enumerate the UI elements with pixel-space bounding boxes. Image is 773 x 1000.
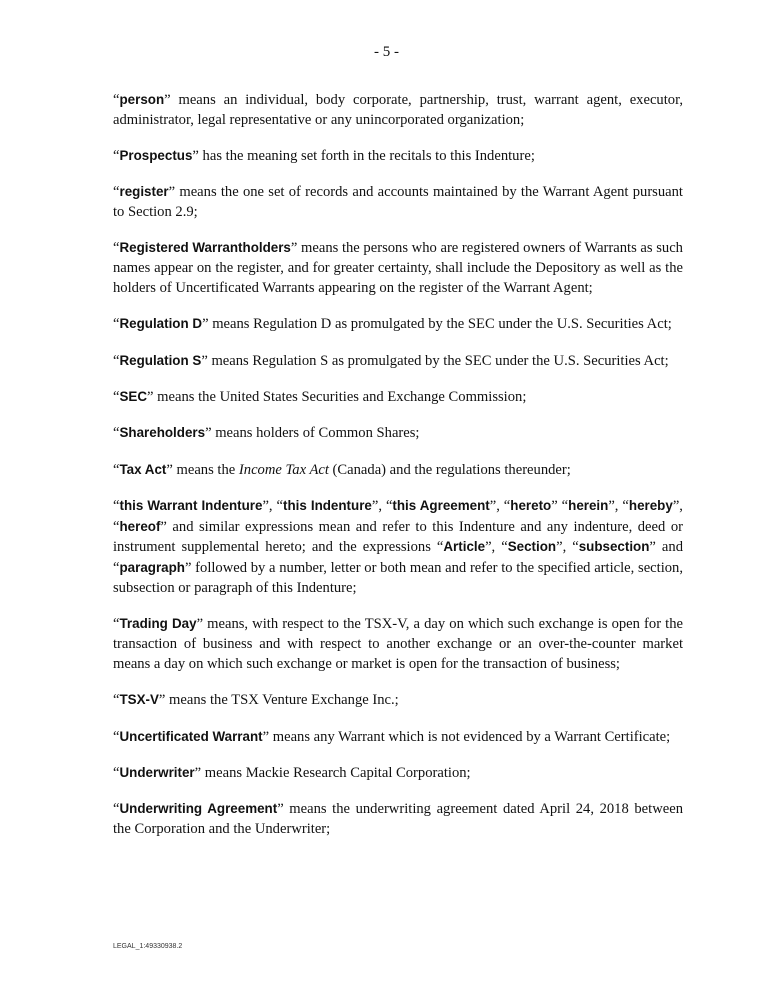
definition-text: ”, “ — [485, 539, 508, 556]
document-footer-code: LEGAL_1:49330938.2 — [113, 943, 183, 950]
definition-text: ” means the United States Securities and Exchange Commission; — [147, 388, 527, 405]
definition-paragraph — [113, 614, 683, 674]
defined-term: person — [119, 92, 165, 107]
definition-text: “ — [113, 388, 120, 405]
defined-term: hereby — [628, 497, 673, 513]
definition-paragraph — [113, 690, 683, 711]
definition-text: ” means any Warrant which is not evidenced by a Warrant Certificate; — [262, 728, 671, 745]
definition-text: ” and “ — [113, 539, 683, 577]
definition-text: ” means holders of Common Shares; — [205, 425, 420, 442]
page-number: - 5 - — [374, 44, 399, 60]
definition-paragraph — [113, 727, 683, 748]
definition-text: ”, “ — [489, 497, 511, 514]
definition-text: “ — [113, 352, 120, 369]
definition-text: ” and similar expressions mean and refer to this Indenture and any indenture, deed or instrument supplemental hereto; and the expressions “ — [113, 518, 683, 556]
definition-text: “ — [113, 616, 120, 633]
definition-paragraph — [113, 799, 683, 840]
definition-text: ” means Regulation S as promulgated by the SEC under the U.S. Securities Act; — [201, 352, 669, 369]
definition-text: ” followed by a number, letter or both mean and refer to the specified article, section, subsection or paragraph of this Indenture; — [113, 560, 683, 597]
defined-term: Regulation D — [119, 316, 203, 332]
definition-paragraph — [113, 182, 683, 223]
defined-term: hereto — [510, 497, 552, 513]
defined-term: register — [119, 184, 169, 200]
definition-paragraph — [113, 423, 683, 444]
defined-term: herein — [568, 497, 609, 513]
definition-text: “ — [113, 184, 120, 201]
definition-paragraph — [113, 351, 683, 372]
definition-paragraph — [113, 90, 683, 131]
definition-text: “ — [113, 240, 120, 257]
definition-text: “ — [113, 425, 120, 442]
definition-text: “ — [113, 728, 120, 745]
definition-text: ” has the meaning set forth in the recitals to this Indenture; — [192, 148, 535, 165]
definition-paragraph — [113, 387, 683, 408]
defined-term: this Warrant Indenture — [119, 497, 263, 513]
definition-text: “ — [113, 92, 120, 108]
definition-text: ”, “ — [608, 497, 629, 514]
definition-paragraph — [113, 146, 683, 167]
definition-text: ” means the underwriting agreement dated April 24, 2018 between the Corporation and the Underwriter; — [113, 801, 683, 837]
defined-term: Underwriting Agreement — [119, 801, 278, 817]
defined-term: Prospectus — [119, 148, 193, 164]
defined-term: Regulation S — [119, 352, 202, 368]
definition-text: “ — [113, 764, 120, 781]
definition-text: ” means, with respect to the TSX-V, a day on which such exchange is open for the transaction of business and with respect to another exchange or an over-the-counter market means a day on which such exchange or market is open for the transaction of business; — [113, 616, 683, 672]
definition-text: ” means Mackie Research Capital Corporation; — [194, 764, 471, 781]
definition-text: “ — [113, 148, 120, 165]
defined-term: TSX-V — [119, 692, 159, 708]
defined-term: hereof — [119, 518, 161, 534]
definition-text: ” means the persons who are registered owners of Warrants as such names appear on the register, and for greater certainty, shall include the Depository as well as the holders of Uncertificated Warrants appearing on the register of the Warrant Agent; — [113, 240, 683, 297]
definitions-list — [113, 90, 683, 855]
italic-title: Income Tax Act — [238, 461, 329, 478]
definition-paragraph — [113, 496, 683, 599]
defined-term: Uncertificated Warrant — [119, 728, 263, 744]
defined-term: Section — [507, 539, 557, 555]
defined-term: subsection — [578, 539, 650, 555]
defined-term: Trading Day — [119, 616, 197, 632]
definition-paragraph — [113, 238, 683, 298]
definition-text: ”, “ — [113, 497, 683, 535]
defined-term: this Agreement — [392, 497, 490, 513]
definition-text: ” means the — [166, 461, 239, 478]
defined-term: Article — [443, 539, 486, 555]
definition-text: ”, “ — [371, 497, 393, 514]
defined-term: Shareholders — [119, 425, 206, 441]
definition-paragraph — [113, 314, 683, 335]
definition-text: ” “ — [551, 497, 569, 514]
definition-text: “ — [113, 461, 120, 478]
definition-text: ” means an individual, body corporate, partnership, trust, warrant agent, executor, administrator, legal representative or any unincorporated organization; — [113, 92, 683, 128]
definition-text: ”, “ — [262, 497, 284, 514]
definition-text: (Canada) and the regulations thereunder; — [328, 461, 571, 478]
definition-text: ” means the TSX Venture Exchange Inc.; — [158, 692, 399, 709]
defined-term: paragraph — [119, 560, 185, 576]
definition-text: “ — [113, 316, 120, 333]
definition-text: “ — [113, 692, 120, 709]
definition-text: “ — [113, 497, 120, 514]
defined-term: Registered Warrantholders — [119, 240, 291, 256]
definition-paragraph — [113, 763, 683, 784]
defined-term: Tax Act — [119, 461, 167, 477]
definition-text: ” means Regulation D as promulgated by the SEC under the U.S. Securities Act; — [202, 316, 672, 333]
definition-paragraph — [113, 460, 683, 481]
defined-term: this Indenture — [283, 497, 372, 513]
definition-text: ”, “ — [556, 539, 579, 556]
defined-term: SEC — [119, 388, 148, 404]
defined-term: Underwriter — [119, 764, 195, 780]
definition-text: ” means the one set of records and accounts maintained by the Warrant Agent pursuant to Section 2.9; — [113, 184, 683, 221]
definition-text: “ — [113, 801, 120, 818]
